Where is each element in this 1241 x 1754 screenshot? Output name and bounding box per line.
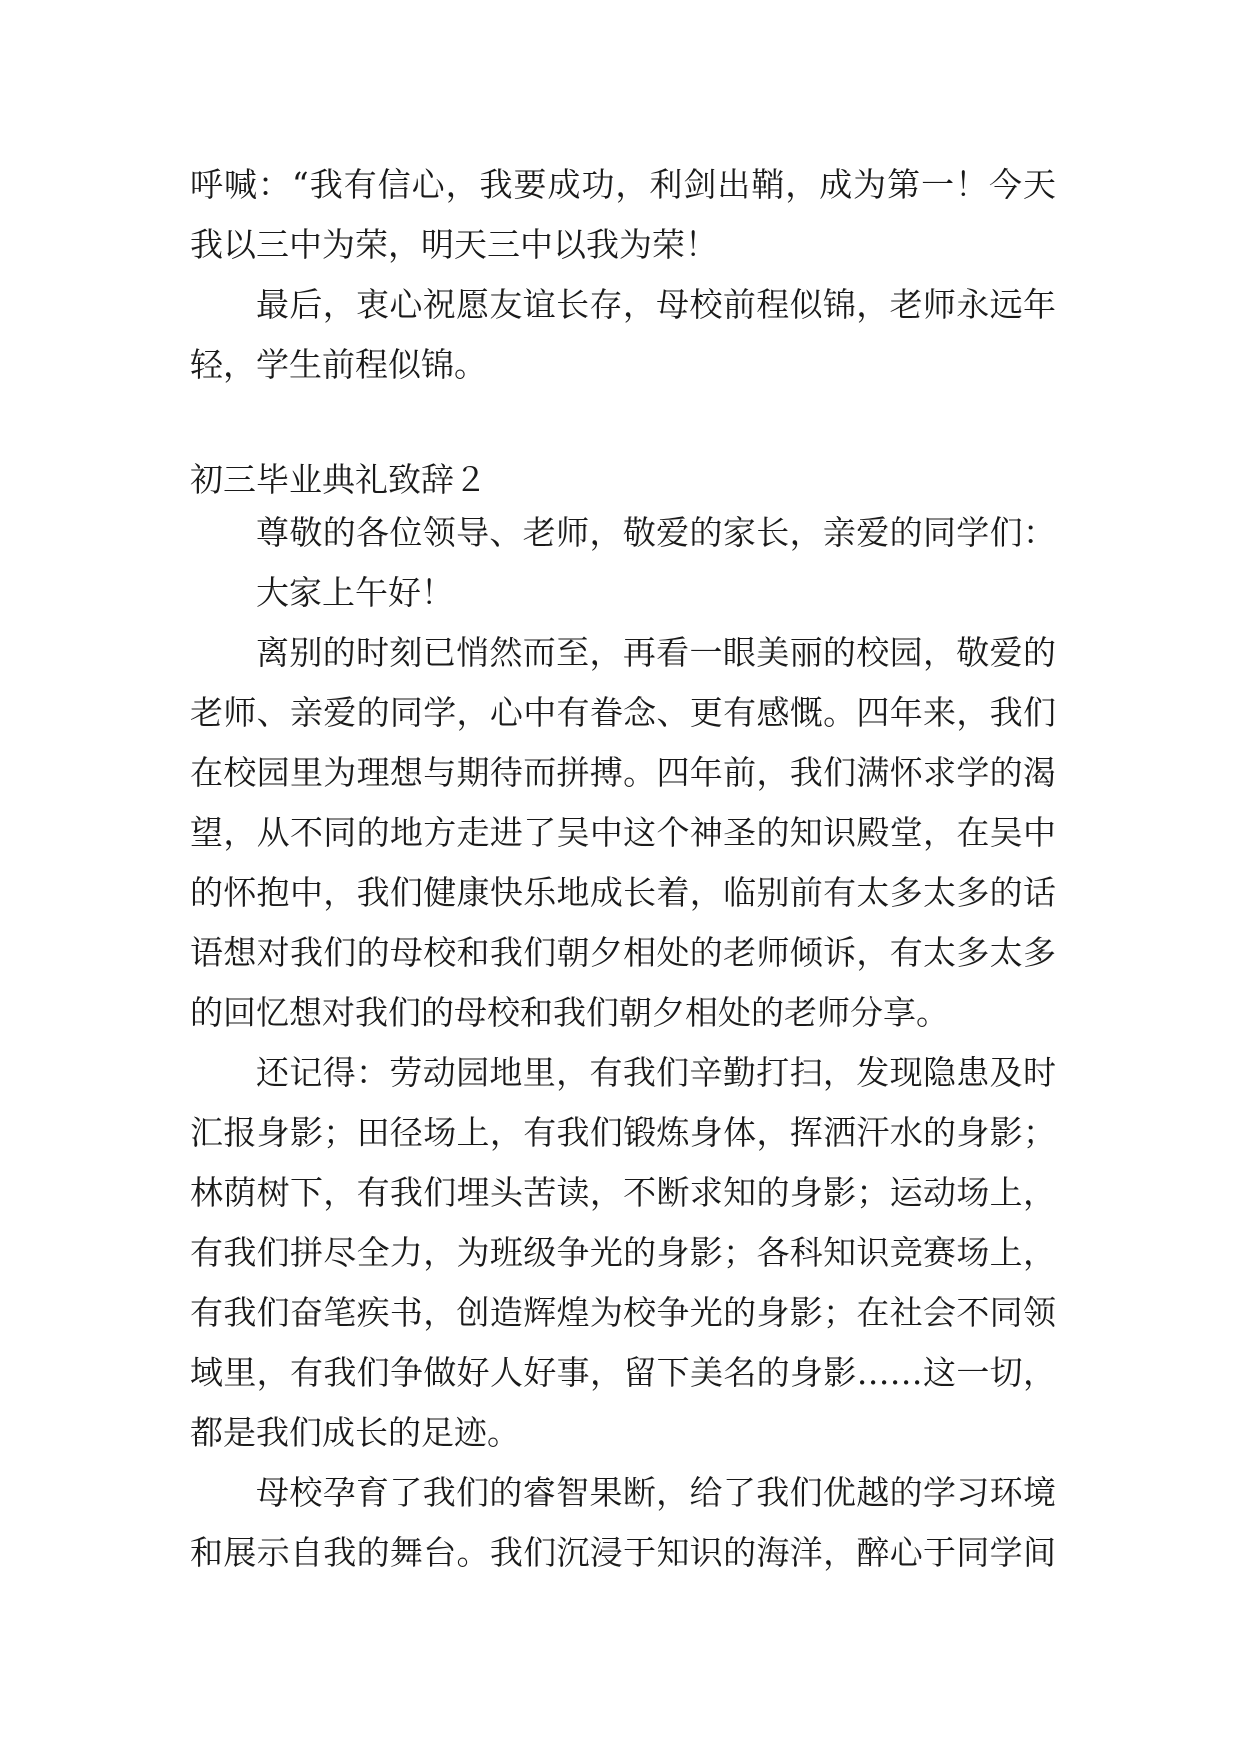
text-line: 老师、亲爱的同学，心中有眷念、更有感慨。四年来，我们: [190, 693, 1056, 732]
salutation: 尊敬的各位领导、老师，敬爱的家长，亲爱的同学们：: [256, 513, 1056, 552]
text-line: 呼喊：“我有信心，我要成功，利剑出鞘，成为第一！今天: [190, 165, 1056, 204]
text-line: 望，从不同的地方走进了吴中这个神圣的知识殿堂，在吴中: [190, 813, 1056, 852]
text-line: 和展示自我的舞台。我们沉浸于知识的海洋，醉心于同学间: [190, 1533, 1056, 1572]
text-line: 最后，衷心祝愿友谊长存，母校前程似锦，老师永远年: [256, 285, 1056, 324]
text-line: 母校孕育了我们的睿智果断，给了我们优越的学习环境: [256, 1473, 1056, 1512]
text-line: 轻，学生前程似锦。: [190, 345, 487, 384]
greeting: 大家上午好！: [256, 573, 454, 612]
text-line: 在校园里为理想与期待而拼搏。四年前，我们满怀求学的渴: [190, 753, 1056, 792]
text-line: 有我们奋笔疾书，创造辉煌为校争光的身影；在社会不同领: [190, 1293, 1056, 1332]
section-heading: 初三毕业典礼致辞２: [190, 460, 487, 499]
text-line: 域里，有我们争做好人好事，留下美名的身影……这一切，: [190, 1353, 1056, 1392]
text-line: 汇报身影；田径场上，有我们锻炼身体，挥洒汗水的身影；: [190, 1113, 1056, 1152]
text-line: 的回忆想对我们的母校和我们朝夕相处的老师分享。: [190, 993, 949, 1032]
text-line: 有我们拼尽全力，为班级争光的身影；各科知识竞赛场上，: [190, 1233, 1056, 1272]
text-line: 我以三中为荣，明天三中以我为荣！: [190, 225, 718, 264]
text-line: 还记得：劳动园地里，有我们辛勤打扫，发现隐患及时: [256, 1053, 1056, 1092]
text-line: 都是我们成长的足迹。: [190, 1413, 520, 1452]
text-line: 的怀抱中，我们健康快乐地成长着，临别前有太多太多的话: [190, 873, 1056, 912]
text-line: 语想对我们的母校和我们朝夕相处的老师倾诉，有太多太多: [190, 933, 1056, 972]
text-line: 离别的时刻已悄然而至，再看一眼美丽的校园，敬爱的: [256, 633, 1056, 672]
text-line: 林荫树下，有我们埋头苦读，不断求知的身影；运动场上，: [190, 1173, 1056, 1212]
